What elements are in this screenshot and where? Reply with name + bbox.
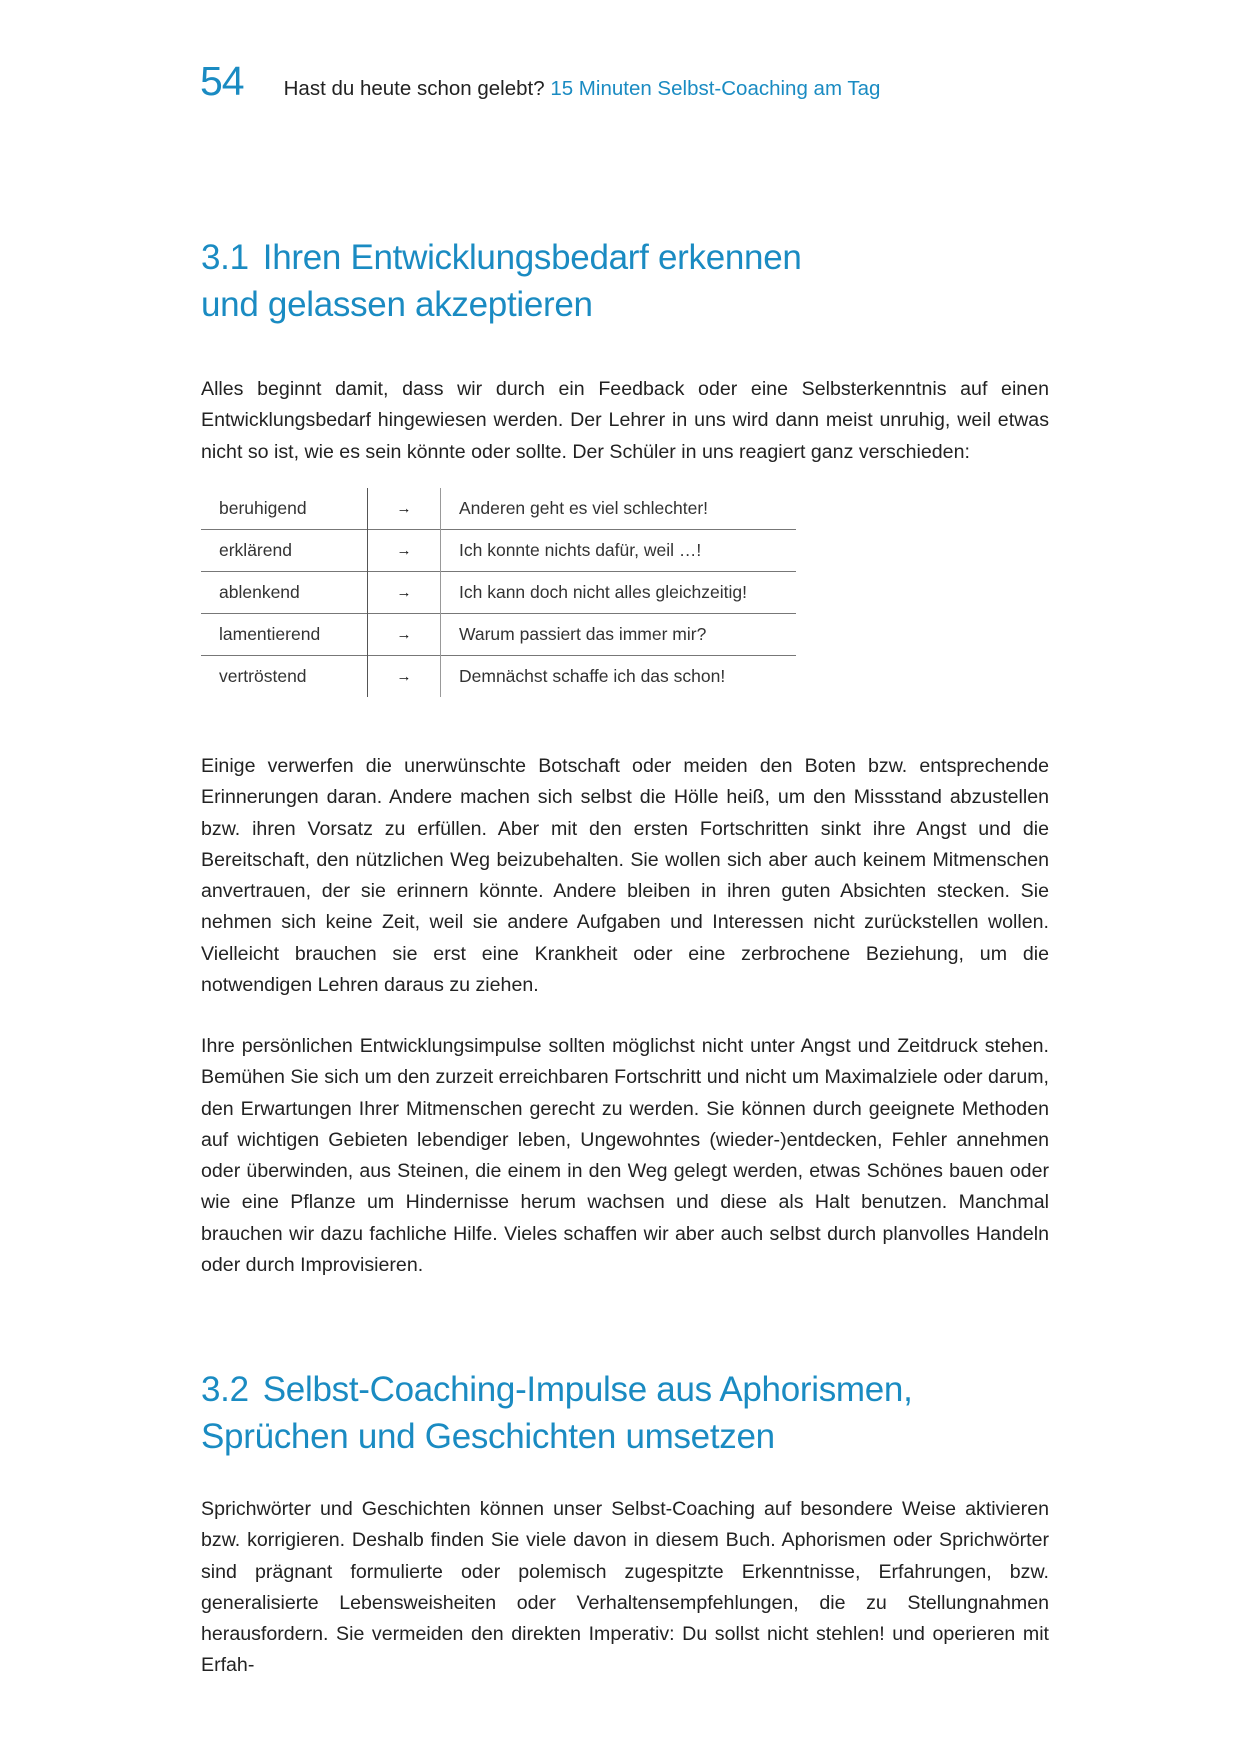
section-heading-3-1 [201, 234, 802, 328]
table-row [201, 656, 796, 698]
section-heading-3-2 [201, 1366, 913, 1460]
reaction-statement: Demnächst schaffe ich das schon! [441, 656, 797, 698]
arrow-right-icon: → [368, 656, 441, 698]
reaction-type: vertröstend [201, 656, 368, 698]
section-3-1-paragraph-2: Einige verwerfen die unerwünschte Botschaft oder meiden den Boten bzw. entsprechende Erinnerungen daran. Andere machen sich selbst die Hölle heiß, um den Missstand abzustellen bzw. ihren Vorsatz zu erfüllen. Aber mit den ersten Fortschritten sinkt ihre Angst und die Bereitschaft, den nützlichen Weg beizubehalten. Sie wollen sich aber auch keinem Mitmenschen anvertrauen, der sie erinnern könnte. Andere bleiben in ihren guten Absichten stecken. Sie nehmen sich keine Zeit, weil sie andere Aufgaben und Interessen nicht zurückstellen wollen. Vielleicht brauchen sie erst eine Krankheit oder eine zerbrochene Beziehung, um die notwendigen Lehren daraus zu ziehen. [201, 755, 1049, 997]
page-number: 54 [200, 58, 244, 104]
reaction-type: beruhigend [201, 488, 368, 530]
section-3-1-paragraph-3: Ihre persönlichen Entwicklungsimpulse sollten möglichst nicht unter Angst und Zeitdruck stehen. Bemühen Sie sich um den zurzeit erreichbaren Fortschritt und nicht um Maximalziele oder darum, den Erwartungen Ihrer Mitmenschen gerecht zu werden. Sie können durch geeignete Methoden auf wichtigen Gebieten lebendiger leben, Ungewohntes (wieder-)entdecken, Fehler annehmen oder überwinden, aus Steinen, die einem in den Weg gelegt werden, etwas Schönes bauen oder wie eine Pflanze um Hindernisse herum wachsen und diese als Halt benutzen. Manchmal brauchen wir dazu fachliche Hilfe. Vieles schaffen wir aber auch selbst durch planvolles Handeln oder durch Improvisieren. [201, 1035, 1049, 1277]
reaction-statement: Ich konnte nichts dafür, weil …! [441, 530, 797, 572]
table-row [201, 614, 796, 656]
table-row [201, 530, 796, 572]
book-title [284, 77, 881, 101]
book-title-main: Hast du heute schon gelebt? [283, 77, 545, 100]
section-number: 3.1 [201, 238, 249, 277]
reaction-statement: Ich kann doch nicht alles gleichzeitig! [441, 572, 797, 614]
reaction-type: ablenkend [201, 572, 368, 614]
reaction-statement: Anderen geht es viel schlechter! [459, 498, 709, 518]
running-head [200, 58, 880, 108]
reaction-type: erklärend [201, 530, 368, 572]
arrow-right-icon: → [368, 488, 441, 530]
section-title-line1: Ihren Entwicklungsbedarf erkennen [262, 238, 802, 277]
section-title-line1: Selbst-Coaching-Impulse aus Aphorismen, [262, 1370, 913, 1409]
reaction-statement: Warum passiert das immer mir? [441, 614, 797, 656]
arrow-right-icon: → [368, 530, 441, 572]
section-number: 3.2 [201, 1370, 249, 1409]
reactions-table [201, 488, 796, 697]
arrow-right-icon: → [368, 572, 441, 614]
arrow-right-icon: → [368, 614, 441, 656]
book-subtitle: 15 Minuten Selbst-Coaching am Tag [550, 77, 881, 100]
section-3-1-intro: Alles beginnt damit, dass wir durch ein Feedback oder eine Selbsterkenntnis auf einen Entwicklungsbedarf hingewiesen werden. Der Lehrer in uns wird dann meist unruhig, weil etwas nicht so ist, wie es sein könnte oder sollte. Der Schüler in uns reagiert ganz verschieden: [201, 378, 1049, 463]
section-title-line2: und gelassen akzeptieren [201, 285, 593, 324]
table-row [201, 488, 796, 530]
reaction-type: lamentierend [201, 614, 368, 656]
section-3-2-paragraph-1: Sprichwörter und Geschichten können unser Selbst-Coaching auf besondere Weise aktivieren bzw. korrigieren. Deshalb finden Sie viele davon in diesem Buch. Aphorismen oder Sprichwörter sind prägnant formulierte oder polemisch zugespitzte Erkenntnisse, Erfahrungen, bzw. generalisierte Lebensweisheiten oder Verhaltensempfehlungen, die zu Stellungnahmen herausfordern. Sie vermeiden den direkten Imperativ: Du sollst nicht stehlen! und operieren mit Erfah- [201, 1498, 1049, 1677]
section-title-line2: Sprüchen und Geschichten umsetzen [201, 1417, 775, 1456]
table-row [201, 572, 796, 614]
